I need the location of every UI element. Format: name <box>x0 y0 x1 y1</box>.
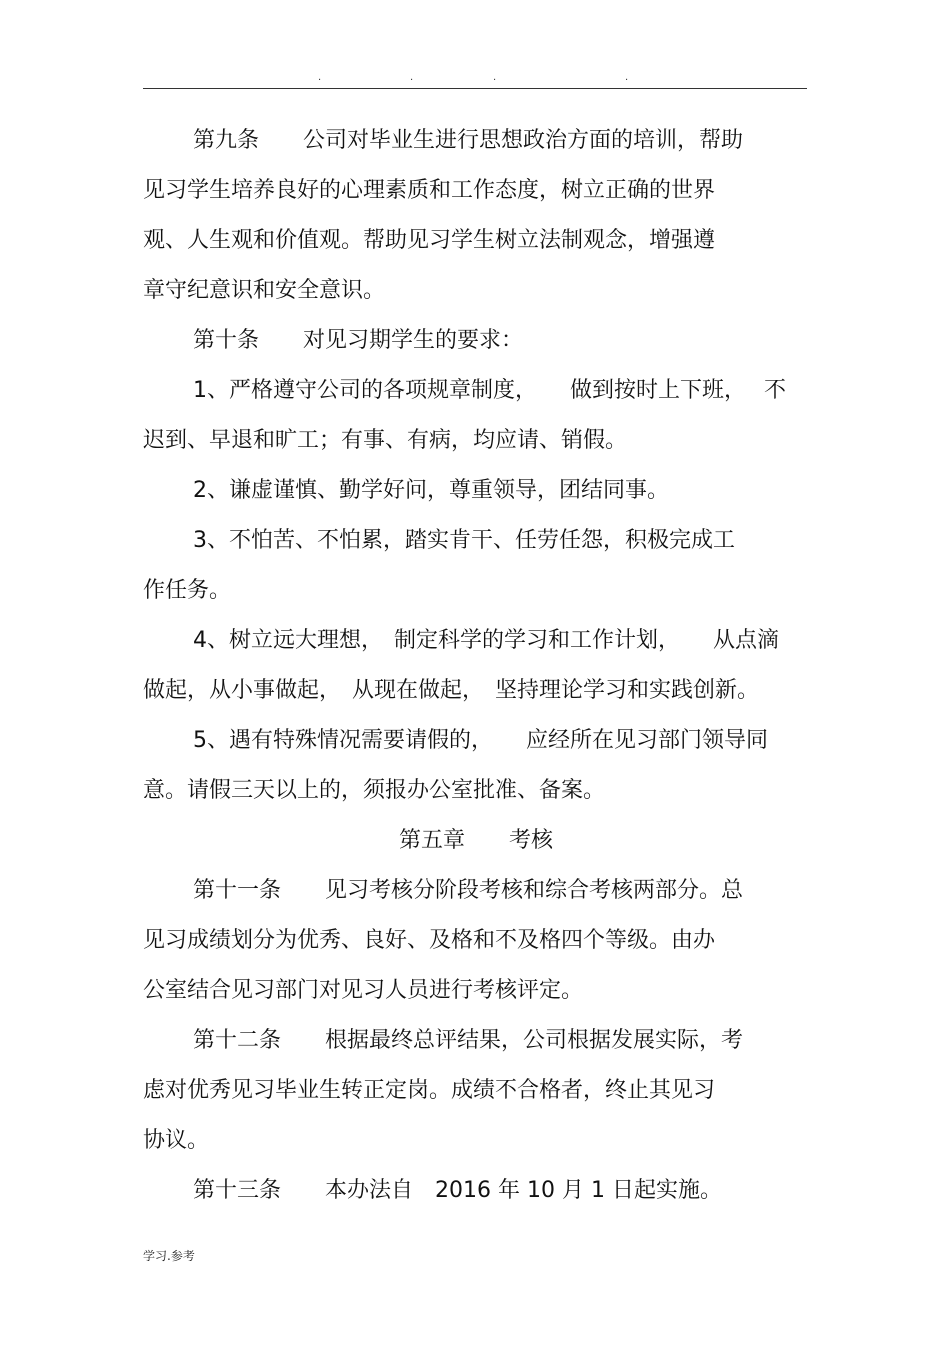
page-footer: 学习.参考 <box>143 1249 195 1263</box>
article-9-line-2: 见习学生培养良好的心理素质和工作态度，树立正确的世界 <box>143 178 716 203</box>
requirement-5-line-2: 意。请假三天以上的，须报办公室批准、备案。 <box>143 778 606 803</box>
requirement-2-line-1: 2、谦虚谨慎、勤学好问，尊重领导，团结同事。 <box>193 478 669 503</box>
requirement-4-line-1: 4、树立远大理想， 制定科学的学习和工作计划， 从点滴 <box>193 628 779 653</box>
requirement-3-line-2: 作任务。 <box>143 578 232 603</box>
article-9-line-3: 观、人生观和价值观。帮助见习学生树立法制观念，增强遵 <box>143 228 716 253</box>
requirement-5-line-1: 5、遇有特殊情况需要请假的， 应经所在见习部门领导同 <box>193 728 768 753</box>
article-9-line-1: 第九条 公司对毕业生进行思想政治方面的培训，帮助 <box>193 128 744 153</box>
article-12-line-3: 协议。 <box>143 1128 210 1153</box>
header-dot-1: . <box>318 72 322 83</box>
header-dot-2: . <box>410 72 414 83</box>
article-11-line-1: 第十一条 见习考核分阶段考核和综合考核两部分。总 <box>193 878 744 903</box>
header-dot-4: . <box>625 72 629 83</box>
article-10-heading: 第十条 对见习期学生的要求： <box>193 328 524 353</box>
header-dot-3: . <box>493 72 497 83</box>
chapter-5-heading: 第五章 考核 <box>399 828 554 853</box>
requirement-1-line-2: 迟到、早退和旷工；有事、有病，均应请、销假。 <box>143 428 628 453</box>
requirement-1-line-1: 1、严格遵守公司的各项规章制度， 做到按时上下班， 不 <box>193 378 786 403</box>
requirement-4-line-2: 做起，从小事做起， 从现在做起， 坚持理论学习和实践创新。 <box>143 678 760 703</box>
article-9-line-4: 章守纪意识和安全意识。 <box>143 278 386 303</box>
requirement-3-line-1: 3、不怕苦、不怕累，踏实肯干、任劳任怨，积极完成工 <box>193 528 735 553</box>
article-11-line-3: 公室结合见习部门对见习人员进行考核评定。 <box>143 978 584 1003</box>
article-11-line-2: 见习成绩划分为优秀、良好、及格和不及格四个等级。由办 <box>143 928 716 953</box>
article-12-line-2: 虑对优秀见习毕业生转正定岗。成绩不合格者，终止其见习 <box>143 1078 716 1103</box>
article-13-line-1: 第十三条 本办法自 2016 年 10 月 1 日起实施。 <box>193 1178 722 1203</box>
header-rule <box>143 88 807 89</box>
article-12-line-1: 第十二条 根据最终总评结果，公司根据发展实际，考 <box>193 1028 744 1053</box>
